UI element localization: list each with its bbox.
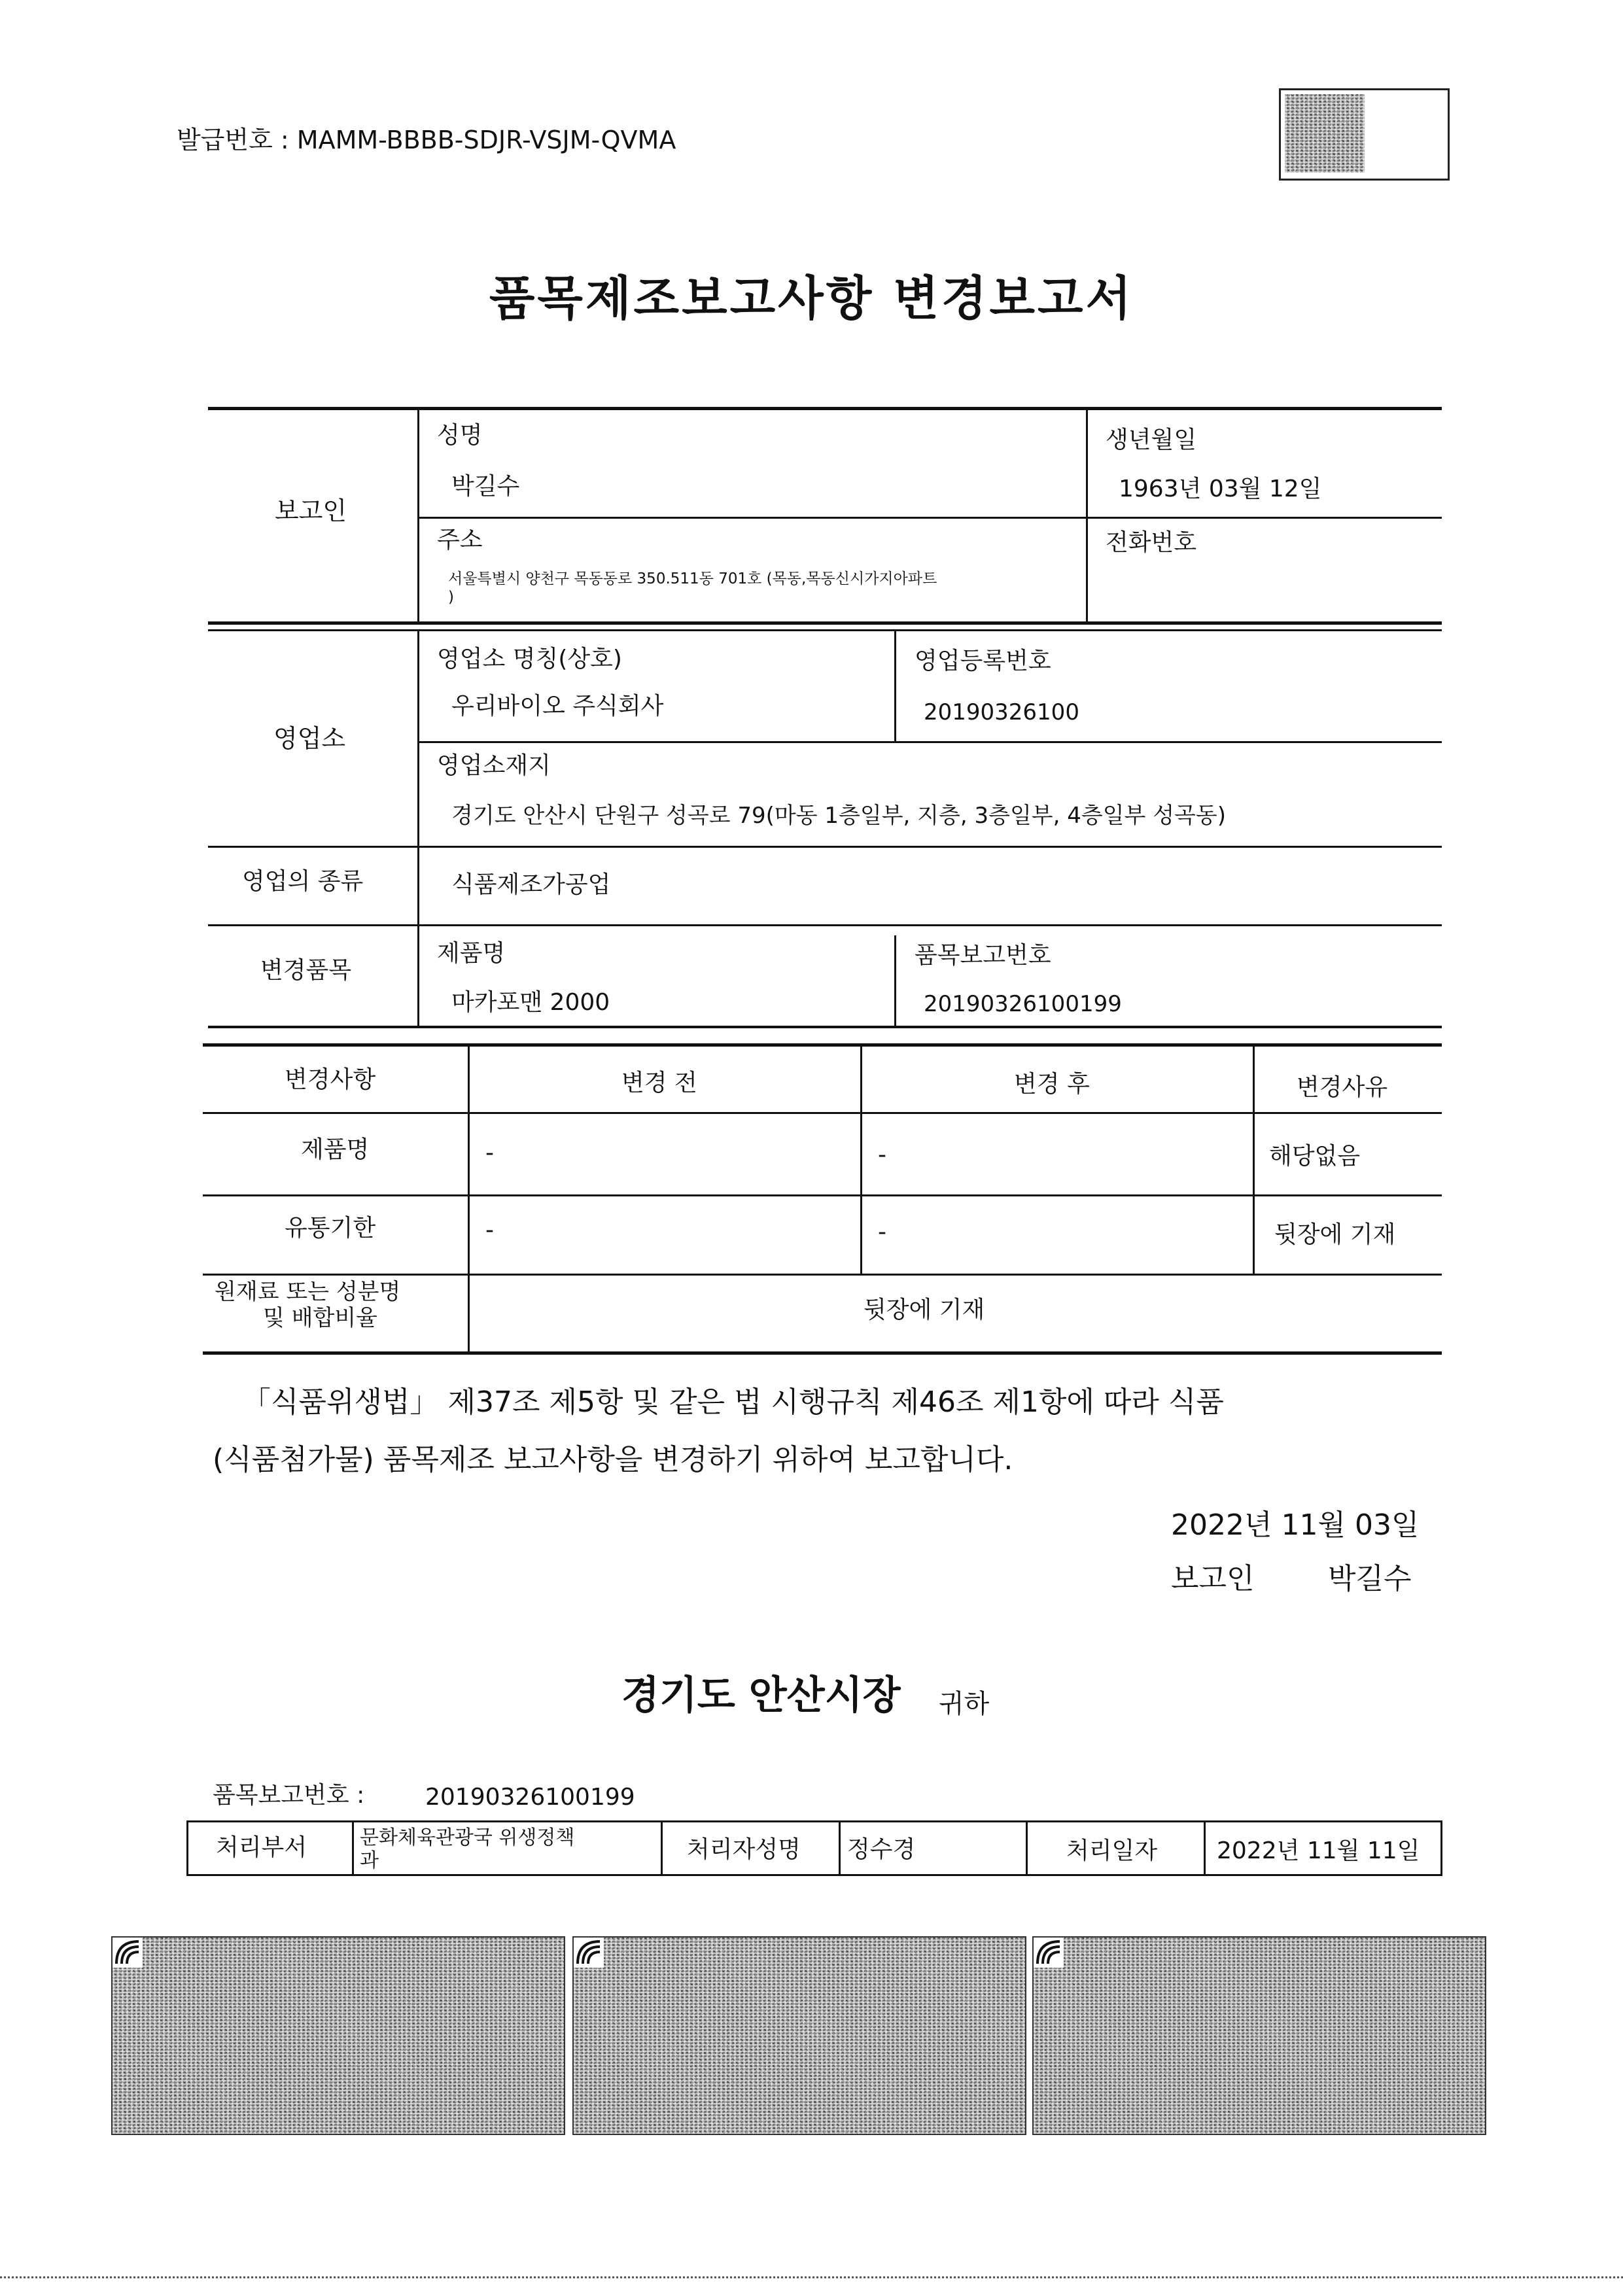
- encoded-data-block-2: [572, 1936, 1026, 2135]
- row2-after: -: [878, 1219, 886, 1245]
- business-type-value: 식품제조가공업: [451, 871, 611, 898]
- encoded-data-block-3: [1032, 1936, 1486, 2135]
- reporter-section-label: 보고인: [275, 496, 347, 525]
- divider: [208, 924, 1442, 926]
- name-label: 성명: [437, 422, 483, 449]
- address-value-line1: 서울특별시 양천구 목동동로 350.511동 701호 (목동,목동신시가지아파트: [448, 570, 937, 587]
- divider: [203, 1194, 1442, 1196]
- signer-name: 박길수: [1328, 1562, 1412, 1595]
- business-name-value: 우리바이오 주식회사: [451, 693, 664, 720]
- dept-value-line2: 과: [360, 1849, 379, 1872]
- address-label: 주소: [437, 527, 483, 553]
- dept-label: 처리부서: [216, 1834, 307, 1861]
- col-header-item: 변경사항: [285, 1066, 376, 1093]
- phone-label: 전화번호: [1106, 529, 1197, 556]
- location-value: 경기도 안산시 단원구 성곡로 79(마동 1층일부, 지층, 3층일부, 4층일부 성곡동): [451, 803, 1227, 829]
- report-no-value: 20190326100199: [924, 991, 1122, 1017]
- ingredients-value: 뒷장에 기재: [864, 1296, 985, 1323]
- date-label: 처리일자: [1066, 1837, 1158, 1864]
- business-type-label: 영업의 종류: [242, 868, 364, 895]
- encoded-data-block-1: [111, 1936, 565, 2135]
- divider: [203, 1112, 1442, 1114]
- barcode-box: [1279, 88, 1450, 181]
- wave-mark-icon: [574, 1938, 604, 1968]
- row1-before: -: [485, 1139, 494, 1166]
- footer-report-no-label: 품목보고번호 :: [213, 1782, 365, 1809]
- divider: [352, 1820, 354, 1876]
- page-title: 품목제조보고사항 변경보고서: [489, 271, 1134, 326]
- report-date: 2022년 11월 03일: [1171, 1508, 1420, 1542]
- col-header-before: 변경 전: [621, 1070, 697, 1096]
- dept-value-line1: 문화체육관광국 위생정책: [360, 1826, 575, 1849]
- divider: [894, 631, 896, 742]
- ingredients-label-line1: 원재료 또는 성분명: [215, 1279, 401, 1305]
- row1-after: -: [878, 1141, 886, 1168]
- addressee: 경기도 안산시장: [621, 1673, 901, 1718]
- row1-item: 제품명: [301, 1136, 370, 1163]
- divider: [661, 1820, 663, 1876]
- divider: [208, 1026, 1442, 1028]
- handler-value: 정수경: [847, 1836, 916, 1863]
- bottom-cut-line: [0, 2276, 1623, 2278]
- divider: [419, 517, 1442, 519]
- report-no-label: 품목보고번호: [915, 942, 1051, 969]
- statement-line1: 「식품위생법」 제37조 제5항 및 같은 법 시행규칙 제46조 제1항에 따라 식품: [242, 1385, 1224, 1419]
- divider: [1026, 1820, 1028, 1876]
- row1-reason: 해당없음: [1269, 1143, 1361, 1170]
- addressee-suffix: 귀하: [939, 1689, 990, 1719]
- product-label: 제품명: [437, 940, 506, 967]
- registration-value: 20190326100: [924, 699, 1079, 725]
- col-header-reason: 변경사유: [1297, 1074, 1388, 1101]
- location-label: 영업소재지: [437, 752, 551, 779]
- handler-label: 처리자성명: [687, 1836, 801, 1863]
- section-rule: [208, 621, 1442, 625]
- col-header-after: 변경 후: [1014, 1071, 1090, 1098]
- address-value-line2: ): [448, 589, 454, 606]
- wave-mark-icon: [1034, 1938, 1064, 1968]
- business-name-label: 영업소 명칭(상호): [437, 646, 622, 672]
- wave-mark-icon: [113, 1938, 143, 1968]
- row2-before: -: [485, 1217, 494, 1244]
- date-value: 2022년 11월 11일: [1217, 1837, 1420, 1864]
- ingredients-label-line2: 및 배합비율: [263, 1305, 378, 1331]
- divider: [203, 1274, 1442, 1276]
- footer-report-no-value: 20190326100199: [425, 1784, 635, 1811]
- statement-line2: (식품첨가물) 품목제조 보고사항을 변경하기 위하여 보고합니다.: [213, 1443, 1013, 1476]
- signer-label: 보고인: [1171, 1562, 1255, 1595]
- issue-number: 발급번호 : MAMM-BBBB-SDJR-VSJM-QVMA: [177, 126, 676, 154]
- name-value: 박길수: [451, 473, 520, 500]
- barcode-image: [1285, 94, 1365, 173]
- divider: [208, 846, 1442, 848]
- changes-table-top-rule: [203, 1043, 1442, 1047]
- divider: [1204, 1820, 1206, 1876]
- registration-label: 영업등록번호: [915, 648, 1051, 674]
- divider: [417, 848, 419, 926]
- business-section-label: 영업소: [273, 724, 346, 753]
- divider: [1253, 1045, 1255, 1276]
- table-top-rule: [208, 407, 1442, 410]
- changes-table-bottom-rule: [203, 1351, 1442, 1355]
- divider: [860, 1045, 862, 1276]
- birth-value: 1963년 03월 12일: [1119, 476, 1322, 502]
- row2-item: 유통기한: [285, 1215, 376, 1242]
- divider: [419, 741, 1442, 743]
- birth-label: 생년월일: [1106, 426, 1197, 453]
- section-rule: [208, 629, 1442, 631]
- divider: [417, 926, 419, 1028]
- divider: [417, 631, 419, 847]
- changed-item-label: 변경품목: [260, 957, 352, 984]
- divider: [894, 935, 896, 1027]
- divider: [468, 1045, 470, 1353]
- row2-reason: 뒷장에 기재: [1274, 1221, 1396, 1248]
- divider: [839, 1820, 841, 1876]
- product-value: 마카포맨 2000: [451, 989, 610, 1016]
